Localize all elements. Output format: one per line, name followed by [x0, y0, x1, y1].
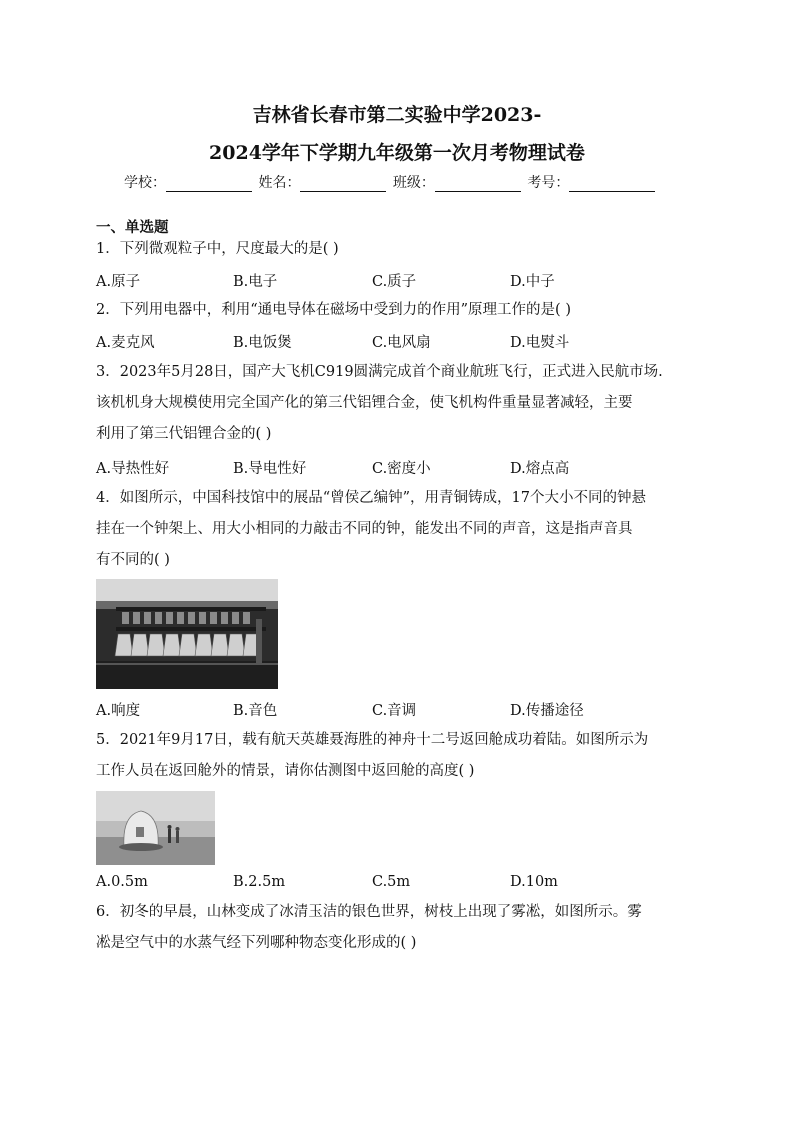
question-line: 利用了第三代铝锂合金的( ) — [96, 426, 272, 442]
question-line: 2．下列用电器中，利用“通电导体在磁场中受到力的作用”原理工作的是( ) — [96, 302, 571, 318]
exam-number-blank[interactable] — [569, 176, 655, 192]
option-c[interactable]: C.密度小 — [372, 461, 431, 477]
option-c[interactable]: C.5m — [372, 874, 411, 890]
option-b[interactable]: B.电子 — [233, 274, 278, 290]
student-info-row — [124, 172, 657, 192]
name-blank[interactable] — [300, 176, 386, 192]
option-b[interactable]: B.音色 — [233, 703, 278, 719]
question-line: 5．2021年9月17日，载有航天英雄聂海胜的神舟十二号返回舱成功着陆。如图所示为 — [96, 732, 649, 748]
class-label: 班级： — [392, 175, 435, 191]
option-b[interactable]: B.2.5m — [233, 874, 286, 890]
option-c[interactable]: C.电风扇 — [372, 335, 431, 351]
question-line: 挂在一个钟架上、用大小相同的力敲击不同的钟，能发出不同的声音，这是指声音具 — [96, 521, 633, 537]
option-d[interactable]: D.熔点高 — [510, 461, 570, 477]
option-a[interactable]: A.原子 — [96, 274, 141, 290]
question-line: 3．2023年5月28日，国产大飞机C919圆满完成首个商业航班飞行，正式进入民航市场. — [96, 364, 663, 380]
option-a[interactable]: A.麦克风 — [96, 335, 155, 351]
option-c[interactable]: C.音调 — [372, 703, 417, 719]
return-capsule-photo — [96, 791, 215, 865]
option-d[interactable]: D.10m — [510, 874, 558, 890]
option-a[interactable]: A.导热性好 — [96, 461, 170, 477]
option-c[interactable]: C.质子 — [372, 274, 417, 290]
school-blank[interactable] — [166, 176, 252, 192]
question-5-options — [96, 874, 716, 894]
exam-title-line2: 2024学年下学期九年级第一次月考物理试卷 — [209, 142, 585, 164]
question-line: 4．如图所示，中国科技馆中的展品“曾侯乙编钟”，用青铜铸成，17个大小不同的钟悬 — [96, 490, 646, 506]
question-2-options — [96, 331, 716, 351]
question-3 — [96, 357, 706, 450]
exam-number-label: 考号： — [527, 175, 570, 191]
school-label: 学校： — [124, 175, 166, 191]
section-title: 一、单选题 — [96, 219, 169, 236]
option-d[interactable]: D.电熨斗 — [510, 335, 570, 351]
question-2 — [96, 295, 706, 326]
name-label: 姓名： — [258, 175, 301, 191]
question-line: 有不同的( ) — [96, 552, 170, 568]
option-b[interactable]: B.电饭煲 — [233, 335, 292, 351]
question-1-options — [96, 270, 716, 290]
question-4 — [96, 483, 706, 576]
question-4-options — [96, 699, 716, 719]
question-5 — [96, 725, 706, 787]
question-line: 该机机身大规模使用完全国产化的第三代铝锂合金，使飞机构件重量显著减轻，主要 — [96, 395, 633, 411]
question-line: 凇是空气中的水蒸气经下列哪种物态变化形成的( ) — [96, 935, 417, 951]
question-6 — [96, 897, 706, 959]
question-line: 6．初冬的早晨，山林变成了冰清玉洁的银色世界，树枝上出现了雾凇，如图所示。雾 — [96, 904, 642, 920]
option-d[interactable]: D.传播途径 — [510, 703, 584, 719]
option-a[interactable]: A.0.5m — [96, 874, 148, 890]
option-a[interactable]: A.响度 — [96, 703, 141, 719]
question-1 — [96, 234, 706, 265]
class-blank[interactable] — [435, 176, 521, 192]
bianzhong-bells-photo — [96, 579, 278, 689]
question-line: 1．下列微观粒子中，尺度最大的是( ) — [96, 241, 339, 257]
question-line: 工作人员在返回舱外的情景，请你估测图中返回舱的高度( ) — [96, 763, 475, 779]
question-3-options — [96, 457, 716, 477]
option-b[interactable]: B.导电性好 — [233, 461, 307, 477]
exam-title-line1: 吉林省长春市第二实验中学2023- — [252, 104, 542, 126]
option-d[interactable]: D.中子 — [510, 274, 555, 290]
